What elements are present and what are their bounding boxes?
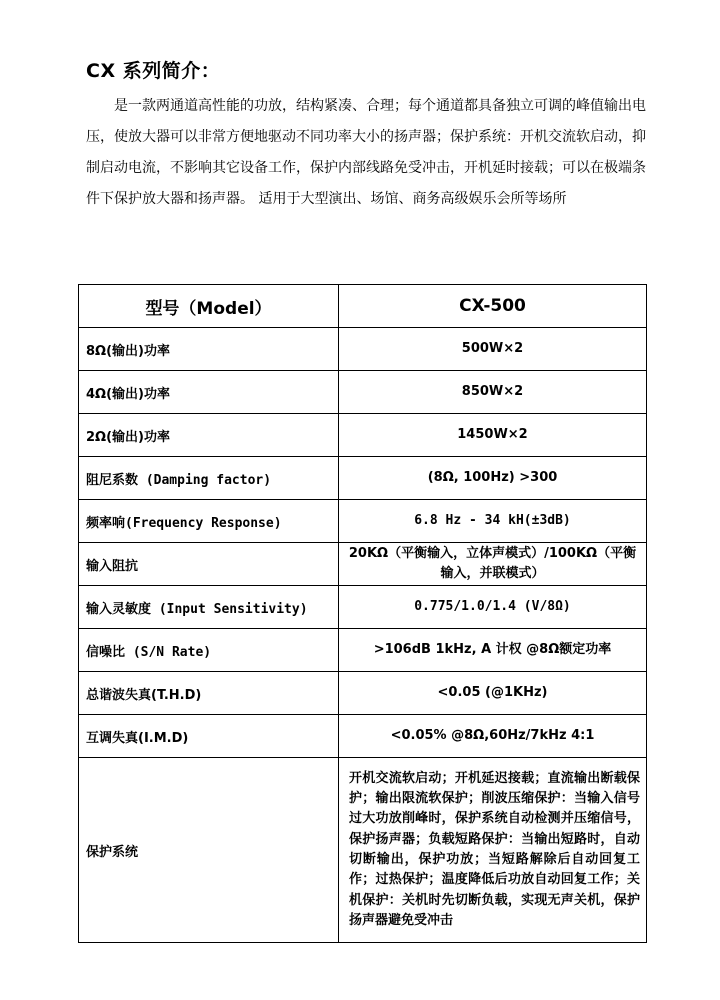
spec-label: 信噪比 (S/N Rate) (79, 629, 339, 672)
spec-label: 频率响(Frequency Response) (79, 500, 339, 543)
table-row (79, 715, 647, 758)
spec-value: (8Ω, 100Hz) >300 (339, 457, 647, 500)
spec-value: 开机交流软启动；开机延迟接载；直流输出断载保护；输出限流软保护；削波压缩保护：当输入信号过大功放削峰时，保护系统自动检测并压缩信号，保护扬声器；负载短路保护：当输出短路时，自动切断输出，保护功放；当短路解除后自动回复工作；过热保护；温度降低后功放自动回复工作；关机保护：关机时先切断负载，实现无声关机，保护扬声器避免受冲击 (339, 758, 647, 943)
table-row (79, 672, 647, 715)
table-row (79, 328, 647, 371)
spec-value: 6.8 Hz - 34 kH(±3dB) (339, 500, 647, 543)
intro-paragraph: 是一款两通道高性能的功放，结构紧凑、合理；每个通道都具备独立可调的峰值输出电压，使放大器可以非常方便地驱动不同功率大小的扬声器；保护系统：开机交流软启动，抑制启动电流，不影响其它设备工作，保护内部线路免受冲击，开机延时接载；可以在极端条件下保护放大器和扬声器。 适用于大型演出、场馆、商务高级娱乐会所等场所 (86, 98, 646, 207)
page-title: CX 系列简介： (86, 60, 221, 82)
table-row (79, 414, 647, 457)
spec-value: <0.05 (@1KHz) (339, 672, 647, 715)
spec-label: 输入阻抗 (79, 543, 339, 586)
spec-label: 8Ω(输出)功率 (79, 328, 339, 371)
table-row (79, 758, 647, 943)
spec-label: 2Ω(输出)功率 (79, 414, 339, 457)
table-row (79, 586, 647, 629)
spec-value: 850W×2 (339, 371, 647, 414)
model-header-value: CX-500 (339, 285, 647, 328)
spec-table (78, 284, 647, 943)
spec-value: 20KΩ（平衡输入，立体声模式）/100KΩ（平衡输入，并联模式） (339, 543, 647, 586)
table-row (79, 629, 647, 672)
model-header-label: 型号（Model） (79, 285, 339, 328)
table-header-row (79, 285, 647, 328)
spec-label: 4Ω(输出)功率 (79, 371, 339, 414)
spec-label: 互调失真(I.M.D) (79, 715, 339, 758)
table-row (79, 543, 647, 586)
spec-label: 总谐波失真(T.H.D) (79, 672, 339, 715)
spec-value: >106dB 1kHz, A 计权 @8Ω额定功率 (339, 629, 647, 672)
spec-label: 阻尼系数 (Damping factor) (79, 457, 339, 500)
spec-label: 输入灵敏度 (Input Sensitivity) (79, 586, 339, 629)
spec-value: <0.05% @8Ω,60Hz/7kHz 4:1 (339, 715, 647, 758)
table-row (79, 457, 647, 500)
spec-value: 0.775/1.0/1.4 (V/8Ω) (339, 586, 647, 629)
spec-value: 1450W×2 (339, 414, 647, 457)
spec-label: 保护系统 (79, 758, 339, 943)
table-row (79, 371, 647, 414)
spec-value: 500W×2 (339, 328, 647, 371)
table-row (79, 500, 647, 543)
